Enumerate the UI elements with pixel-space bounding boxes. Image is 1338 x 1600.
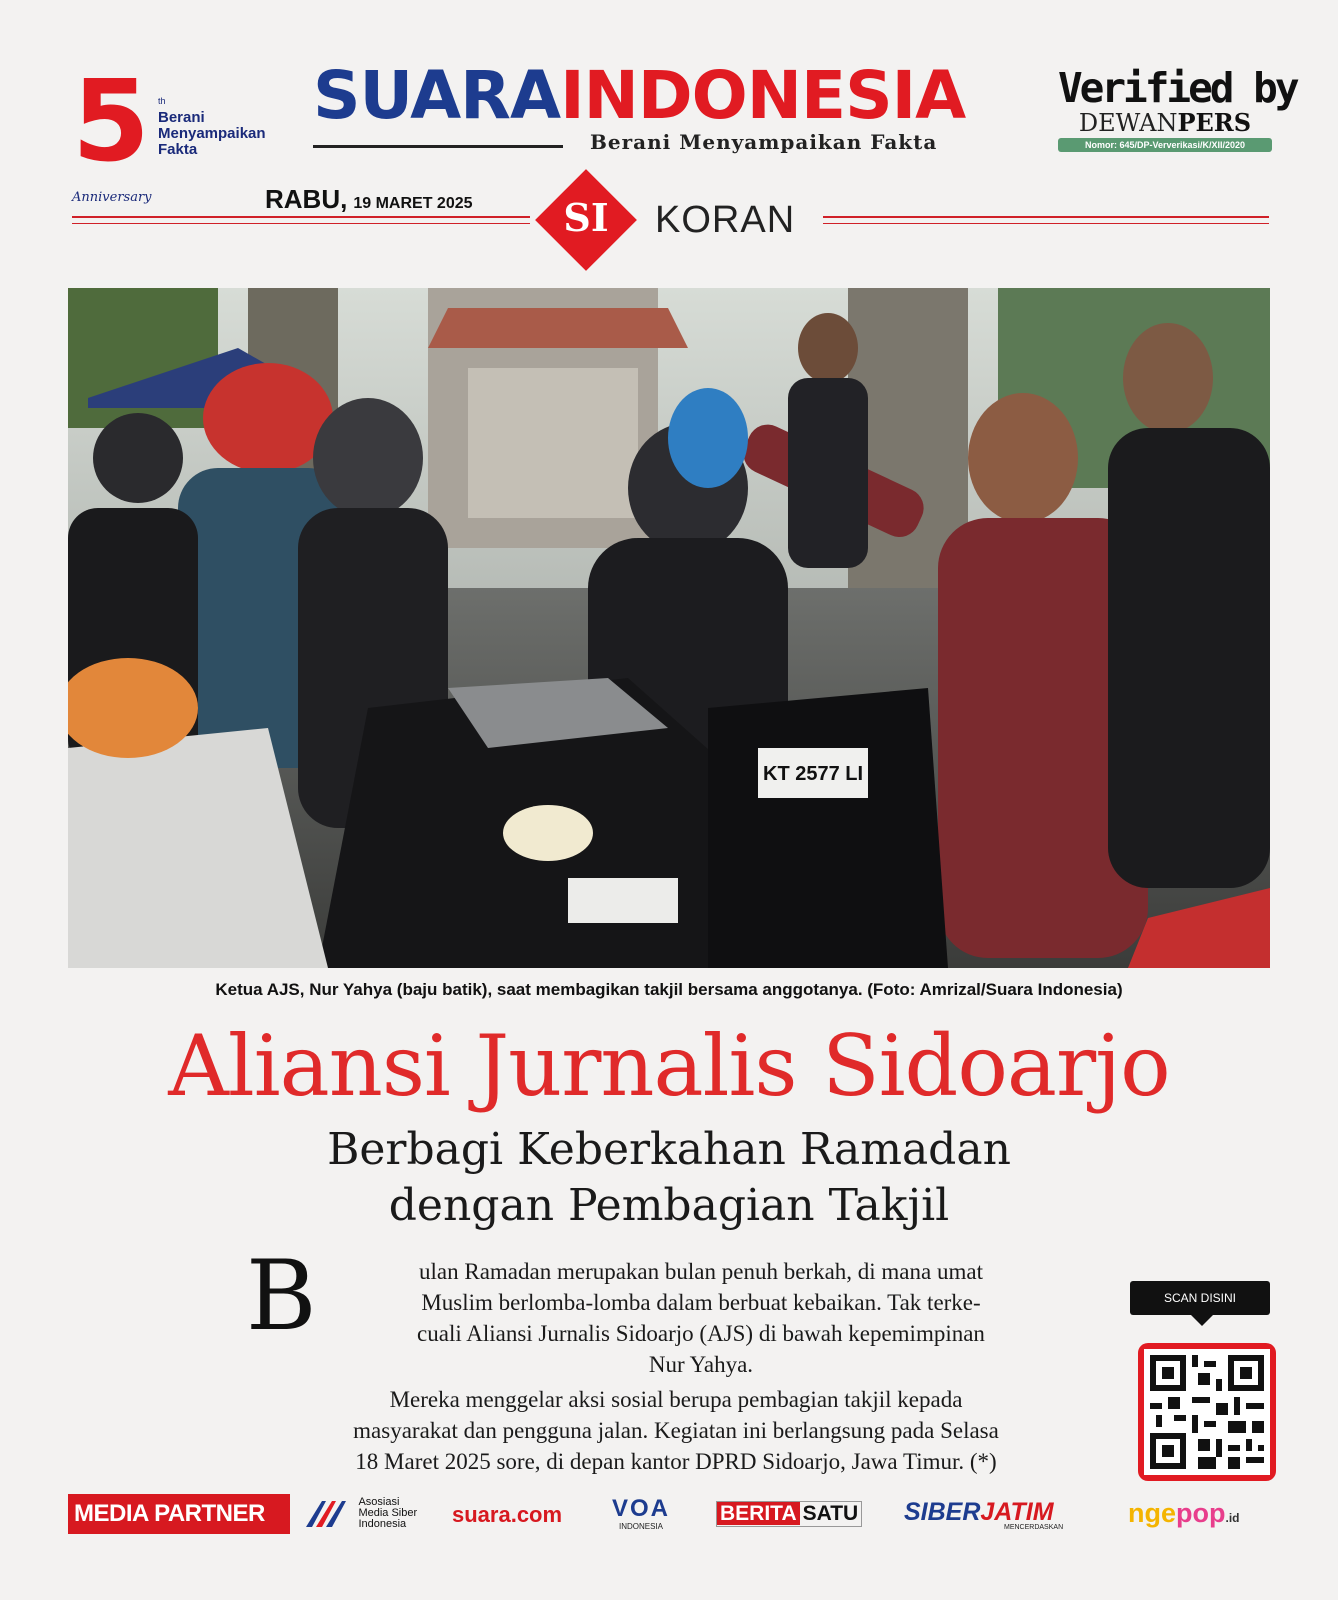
photo-caption: Ketua AJS, Nur Yahya (baju batik), saat membagikan takjil bersama anggotanya. (Foto: Amrizal/Suara Indonesia) (215, 980, 1123, 999)
issue-day: RABU, (265, 184, 348, 214)
anniversary-number: 5 (72, 57, 146, 187)
dewan-pers: DEWANPERS (1078, 108, 1252, 137)
tagline: Berani Menyampaikan Fakta (590, 130, 938, 154)
amsi-logo-icon (304, 1497, 354, 1531)
masthead-suara: SUARA (313, 57, 561, 134)
scan-arrow-icon (1190, 1314, 1214, 1326)
masthead-indonesia: INDONESIA (560, 57, 966, 134)
license-plate: KT 2577 LI (763, 763, 864, 785)
partner-ngepop[interactable]: ngepop.id (1128, 1498, 1240, 1528)
news-photo (68, 288, 1270, 968)
subheadline: Berbagi Keberkahan Ramadan dengan Pembagian Takjil (327, 1124, 1011, 1231)
anniversary-motto: Berani Menyampaikan Fakta (158, 109, 266, 158)
issue-date (265, 184, 473, 215)
si-logo-text: SI (563, 195, 609, 240)
article-paragraph-1: ulan Ramadan merupakan bulan penuh berkah, di mana umat Muslim berlomba-lomba dalam berbuat kebaikan. Tak terke- cuali Aliansi Jurnalis Sidoarjo (AJS) di bawah kepemimpinan Nur Yahya. (417, 1259, 985, 1377)
media-partner-label: MEDIA PARTNER (74, 1500, 265, 1527)
anniversary-script: Anniversary (72, 190, 152, 205)
partner-voa[interactable]: VOA INDONESIA (612, 1495, 671, 1531)
drop-cap: B (246, 1240, 317, 1352)
partner-beritasatu[interactable]: BERITA SATU (716, 1501, 862, 1527)
verified-title: Verified by (1058, 64, 1297, 112)
anniversary-logo (72, 57, 282, 216)
tagline-rule (313, 145, 563, 148)
issue-date-text: 19 MARET 2025 (353, 195, 473, 212)
header-rule-left (72, 216, 530, 224)
partner-siberjatim[interactable]: SIBERJATIM MENCERDASKAN (904, 1498, 1064, 1531)
qr-code[interactable] (1138, 1343, 1276, 1481)
qr-code-icon (1144, 1349, 1270, 1475)
anniversary-suffix: th (158, 96, 166, 106)
partner-suara[interactable]: suara.com (452, 1502, 563, 1527)
koran-label: KORAN (655, 199, 796, 241)
masthead-logo (313, 57, 1023, 134)
header-rule-right (823, 216, 1269, 224)
verified-number: Nomor: 645/DP-Ververikasi/K/XII/2020 (1058, 138, 1272, 152)
headline: Aliansi Jurnalis Sidoarjo (168, 1017, 1170, 1115)
verified-badge (1058, 64, 1297, 152)
article-paragraph-2: Mereka menggelar aksi sosial berupa pembagian takjil kepada masyarakat dan pengguna jalan. Kegiatan ini berlangsung pada Selasa 18 Maret 2025 sore, di depan kantor DPRD Sidoarjo, Jawa Timur. (*) (353, 1387, 999, 1474)
scan-label: SCAN DISINI (1130, 1281, 1270, 1315)
partner-amsi[interactable]: Asosiasi Media Siber Indonesia (304, 1497, 417, 1531)
